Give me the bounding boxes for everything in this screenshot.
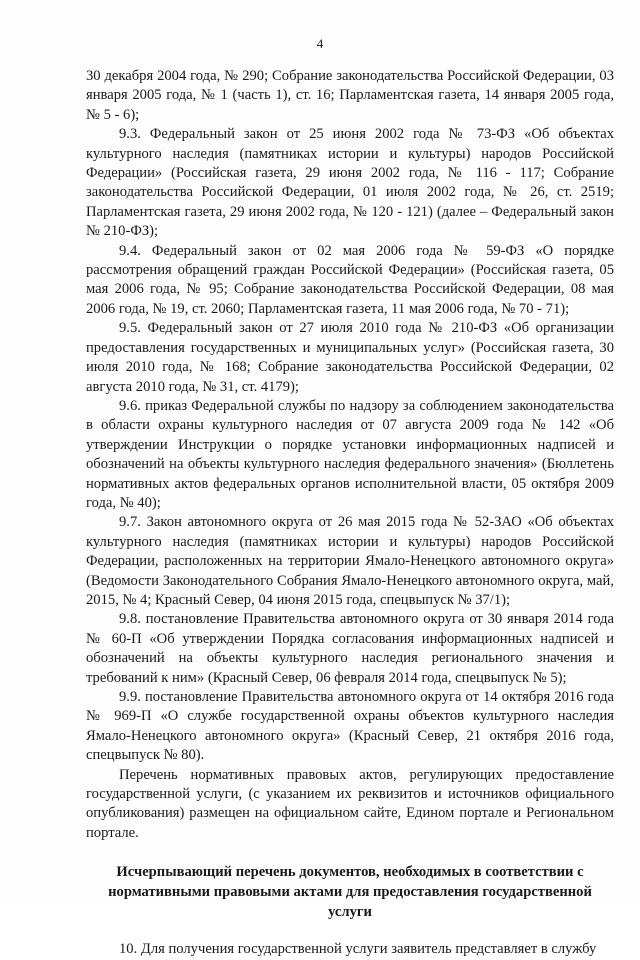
paragraph-continuation: 30 декабря 2004 года, № 290; Собрание законодательства Российской Федерации, 03 января 2005 года, № 1 (часть 1), ст. 16; Парламентская газета, 14 января 2005 года, № 5 - 6); bbox=[86, 68, 614, 123]
page-number: 4 bbox=[316, 36, 324, 51]
document-body bbox=[86, 67, 614, 960]
paragraph-9-4: 9.4. Федеральный закон от 02 мая 2006 года № 59-ФЗ «О порядке рассмотрения обращений граждан Российской Федерации» (Российская газета, 05 мая 2006 года, № 95; Собрание законодательства Российской Федерации, 08 мая 2006 года, № 19, ст. 2060; Парламентская газета, 11 мая 2006 года, № 70 - 71); bbox=[86, 242, 614, 317]
paragraph-10: 10. Для получения государственной услуги заявитель представляет в службу bbox=[119, 941, 597, 958]
spacer bbox=[86, 922, 614, 940]
spacer bbox=[86, 843, 614, 862]
section-heading: Исчерпывающий перечень документов, необходимых в соответствии с нормативными правовыми актами для предоставления государственной услуги bbox=[108, 864, 592, 921]
paragraph-9-5: 9.5. Федеральный закон от 27 июля 2010 года № 210-ФЗ «Об организации предоставления государственных и муниципальных услуг» (Российская газета, 30 июля 2010 года, № 168; Собрание законодательства Российской Федерации, 02 августа 2010 года, № 31, ст. 4179); bbox=[86, 320, 614, 395]
paragraph-regulatory-list: Перечень нормативных правовых актов, регулирующих предоставление государственной услуги, (с указанием их реквизитов и источников официального опубликования) размещен на официальном сайте, Едином портале и Региональном портале. bbox=[86, 766, 614, 841]
paragraph-9-7: 9.7. Закон автономного округа от 26 мая 2015 года № 52-ЗАО «Об объектах культурного наследия (памятниках истории и культуры) народов Российской Федерации, расположенных на территории Ямало-Ненецкого автономного округа» (Ведомости Законодательного Собрания Ямало-Ненецкого автономного округа, май, 2015, № 4; Красный Север, 04 июня 2015 года, спецвыпуск № 37/1); bbox=[86, 514, 614, 608]
paragraph-9-8: 9.8. постановление Правительства автономного округа от 30 января 2014 года № 60-П «Об утверждении Порядка согласования информационных надписей и обозначений на объекты культурного наследия регионального значения и требований к ним» (Красный Север, 06 февраля 2014 года, спецвыпуск № 5); bbox=[86, 611, 614, 686]
paragraph-9-3: 9.3. Федеральный закон от 25 июня 2002 года № 73-ФЗ «Об объектах культурного наследия (памятниках истории и культуры) народов Российской Федерации» (Российская газета, 29 июня 2002 года, № 116 - 117; Собрание законодательства Российской Федерации, 01 июля 2002 года, № 26, ст. 2519; Парламентская газета, 29 июня 2002 года, № 120 - 121) (далее – Федеральный закон № 210-ФЗ); bbox=[86, 126, 614, 240]
paragraph-9-6: 9.6. приказ Федеральной службы по надзору за соблюдением законодательства в области охраны культурного наследия от 07 августа 2009 года № 142 «Об утверждении Инструкции о порядке установки информационных надписей и обозначений на объекты культурного наследия федерального значения» (Бюллетень нормативных актов федеральных органов исполнительной власти, 05 октября 2009 года, № 40); bbox=[86, 397, 614, 511]
paragraph-9-9: 9.9. постановление Правительства автономного округа от 14 октября 2016 года № 969-П «О службе государственной охраны объектов культурного наследия Ямало-Ненецкого автономного округа» (Красный Север, 21 октября 2016 года, спецвыпуск № 80). bbox=[86, 689, 614, 764]
